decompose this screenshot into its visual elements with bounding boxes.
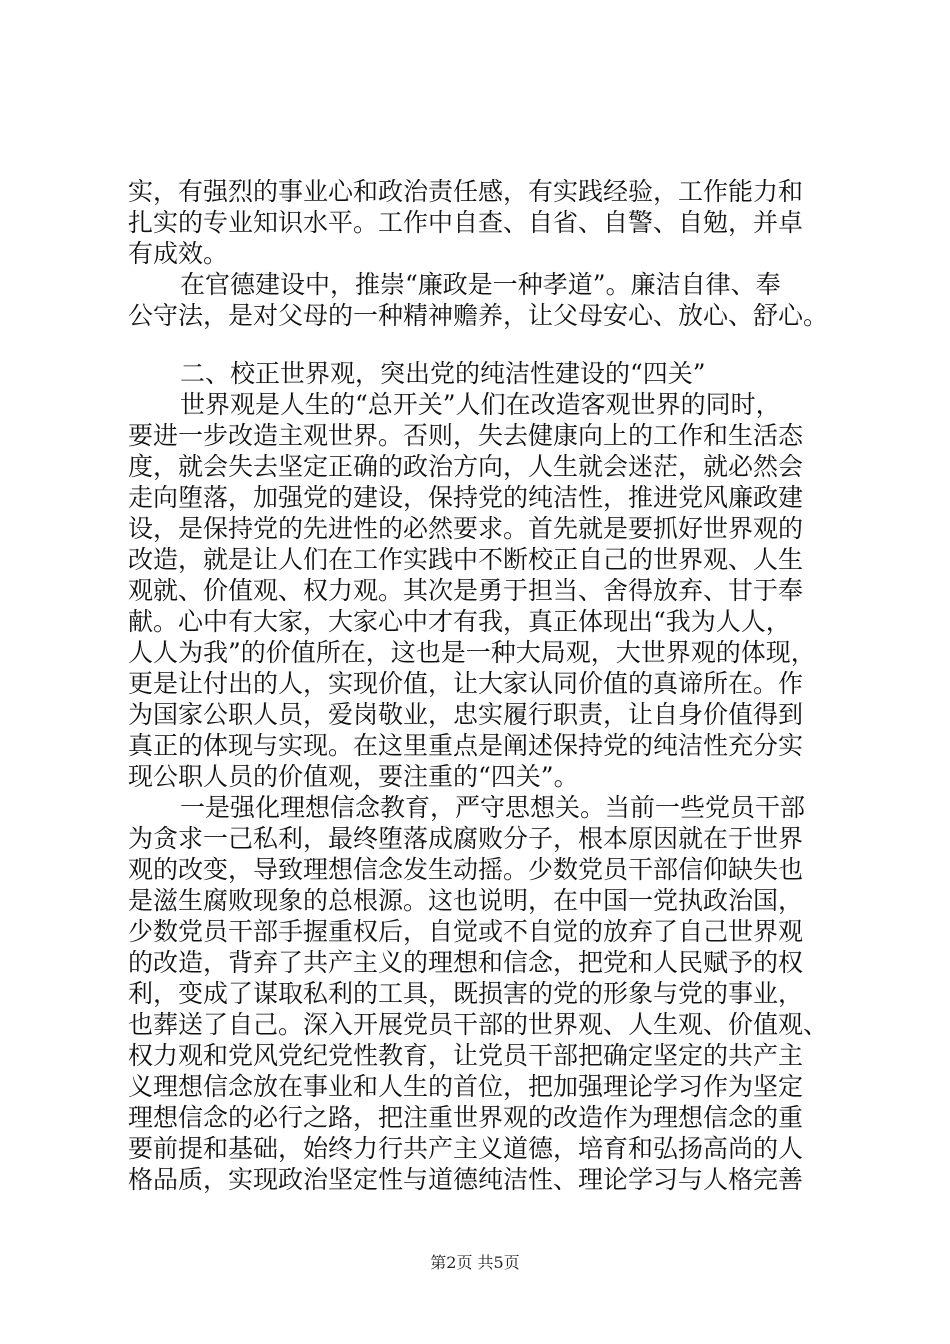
paragraph-line: 真正的体现与实现。在这里重点是阐述保持党的纯洁性充分实 bbox=[128, 731, 804, 760]
paragraph-line: 有成效。 bbox=[128, 239, 229, 268]
paragraph-line: 利，变成了谋取私利的工具，既损害的党的形象与党的事业， bbox=[128, 979, 804, 1008]
paragraph-line: 要前提和基础，始终力行共产主义道德，培育和弘扬高尚的人 bbox=[128, 1134, 804, 1163]
paragraph-line: 一是强化理想信念教育，严守思想关。当前一些党员干部 bbox=[180, 793, 806, 822]
paragraph-line: 格品质，实现政治坚定性与道德纯洁性、理论学习与人格完善 bbox=[128, 1165, 804, 1194]
paragraph-line: 实，有强烈的事业心和政治责任感，有实践经验，工作能力和 bbox=[128, 177, 804, 206]
paragraph-line: 度，就会失去坚定正确的政治方向，人生就会迷茫，就必然会 bbox=[128, 452, 804, 481]
paragraph-line: 设，是保持党的先进性的必然要求。首先就是要抓好世界观的 bbox=[128, 514, 804, 543]
paragraph-line: 权力观和党风党纪党性教育，让党员干部把确定坚定的共产主 bbox=[128, 1041, 804, 1070]
paragraph-line: 世界观是人生的“总开关”人们在改造客观世界的同时， bbox=[180, 390, 781, 419]
paragraph-line: 献。心中有大家，大家心中才有我，真正体现出“我为人人， bbox=[128, 607, 791, 636]
paragraph-line: 公守法，是对父母的一种精神赡养，让父母安心、放心、舒心。 bbox=[128, 301, 829, 330]
paragraph-line: 为国家公职人员，爱岗敬业，忠实履行职责，让自身价值得到 bbox=[128, 700, 804, 729]
paragraph-line: 人人为我”的价值所在，这也是一种大局观，大世界观的体现， bbox=[128, 638, 816, 667]
paragraph-line: 的改造，背弃了共产主义的理想和信念，把党和人民赋予的权 bbox=[128, 948, 804, 977]
paragraph-line: 改造，就是让人们在工作实践中不断校正自己的世界观、人生 bbox=[128, 545, 804, 574]
paragraph-line: 义理想信念放在事业和人生的首位，把加强理论学习作为坚定 bbox=[128, 1072, 804, 1101]
paragraph-line: 为贪求一己私利，最终堕落成腐败分子，根本原因就在于世界 bbox=[128, 824, 804, 853]
paragraph-line: 更是让付出的人，实现价值，让大家认同价值的真谛所在。作 bbox=[128, 669, 804, 698]
paragraph-line: 要进一步改造主观世界。否则，失去健康向上的工作和生活态 bbox=[128, 421, 804, 450]
paragraph-line: 也葬送了自己。深入开展党员干部的世界观、人生观、价值观、 bbox=[128, 1010, 829, 1039]
page-footer: 第2页 共5页 bbox=[430, 1253, 520, 1272]
paragraph-line: 现公职人员的价值观，要注重的“四关”。 bbox=[128, 762, 579, 791]
paragraph-line: 观就、价值观、权力观。其次是勇于担当、舍得放弃、甘于奉 bbox=[128, 576, 804, 605]
paragraph-line: 观的改变，导致理想信念发生动摇。少数党员干部信仰缺失也 bbox=[128, 855, 804, 884]
paragraph-line: 扎实的专业知识水平。工作中自查、自省、自警、自勉，并卓 bbox=[128, 208, 804, 237]
paragraph-line: 少数党员干部手握重权后，自觉或不自觉的放弃了自己世界观 bbox=[128, 917, 804, 946]
paragraph-line: 理想信念的必行之路，把注重世界观的改造作为理想信念的重 bbox=[128, 1103, 804, 1132]
paragraph-line: 在官德建设中，推崇“廉政是一种孝道”。廉洁自律、奉 bbox=[180, 270, 781, 299]
paragraph-line: 走向堕落，加强党的建设，保持党的纯洁性，推进党风廉政建 bbox=[128, 483, 804, 512]
section-heading: 二、校正世界观，突出党的纯洁性建设的“四关” bbox=[180, 359, 706, 388]
paragraph-line: 是滋生腐败现象的总根源。这也说明，在中国一党执政治国， bbox=[128, 886, 804, 915]
